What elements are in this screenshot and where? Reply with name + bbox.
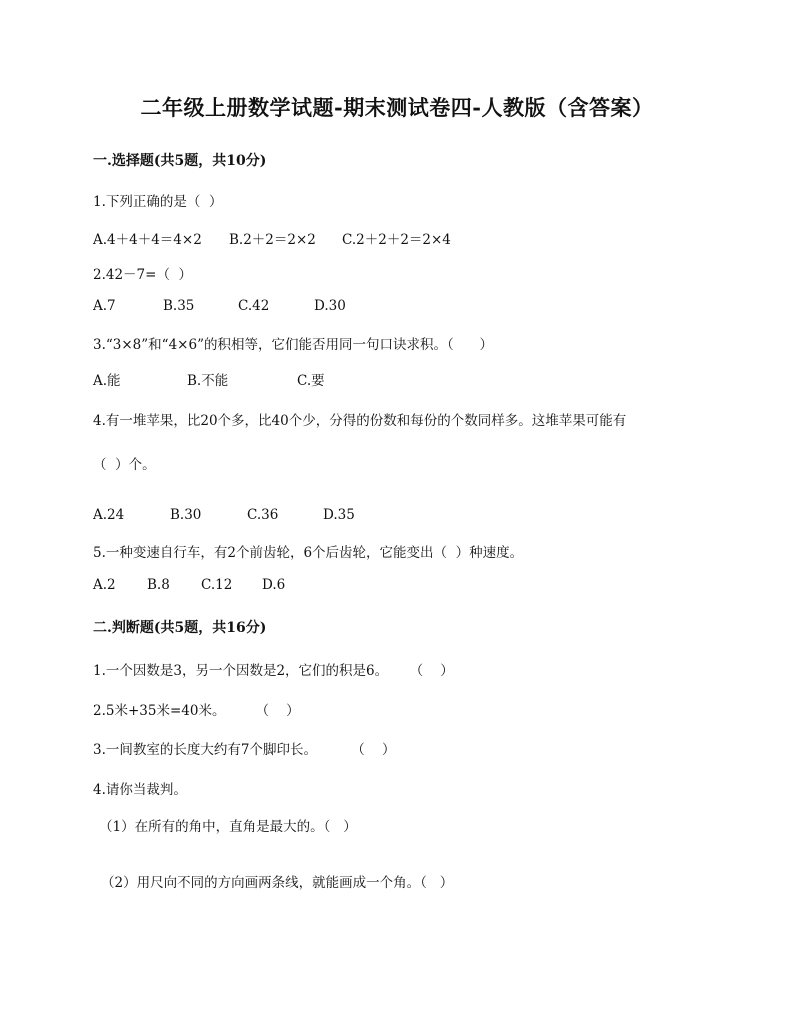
option-d: D.30 [314, 298, 346, 314]
question-2-stem: 2.42－7=（ ） [93, 267, 193, 283]
option-a: A.2 [93, 577, 116, 593]
option-c: C.要 [297, 373, 325, 389]
section-heading-choice: 一.选择题(共5题，共10分) [93, 153, 267, 169]
question-2-options [93, 298, 346, 314]
option-c: C.36 [247, 507, 279, 523]
option-a: A.7 [93, 298, 116, 314]
question-4-stem: 4.有一堆苹果，比20个多，比40个少，分得的份数和每份的个数同样多。这堆苹果可能有 [93, 413, 627, 429]
option-c: C.42 [238, 298, 270, 314]
option-b: B.不能 [187, 373, 229, 389]
judgement-question-4-sub-2: （2）用尺向不同的方向画两条线，就能画成一个角。（ ） [101, 875, 454, 891]
option-b: B.30 [170, 507, 202, 523]
question-1-stem: 1.下列正确的是（ ） [93, 194, 223, 210]
judgement-question-2: 2.5米+35米=40米。 （ ） [93, 703, 300, 719]
option-d: D.6 [262, 577, 286, 593]
question-1-options [93, 228, 451, 248]
option-c: C.12 [201, 577, 233, 593]
option-a: A.4＋4＋4＝4×2 [93, 232, 202, 248]
question-3-options [93, 369, 325, 389]
question-5-stem: 5.一种变速自行车，有2个前齿轮，6个后齿轮，它能变出（ ）种速度。 [93, 545, 524, 561]
document-title: 二年级上册数学试题-期末测试卷四-人教版（含答案） [140, 95, 654, 120]
option-b: B.35 [163, 298, 195, 314]
judgement-question-4-stem: 4.请你当裁判。 [93, 782, 187, 798]
question-3-stem: 3.“3×8”和“4×6”的积相等，它们能否用同一句口诀求积。（ ） [93, 337, 493, 353]
judgement-question-3: 3.一间教室的长度大约有7个脚印长。 （ ） [93, 742, 396, 758]
option-b: B.8 [147, 577, 170, 593]
judgement-question-4-sub-1: （1）在所有的角中，直角是最大的。（ ） [99, 819, 357, 835]
question-4-stem-continued: （ ）个。 [93, 457, 156, 473]
option-a: A.能 [93, 373, 121, 389]
question-5-options [93, 577, 285, 593]
option-b: B.2＋2＝2×2 [229, 232, 316, 248]
section-heading-judgement: 二.判断题(共5题，共16分) [93, 620, 267, 636]
judgement-question-1: 1.一个因数是3，另一个因数是2，它们的积是6。 （ ） [93, 663, 454, 679]
question-4-options [93, 507, 355, 523]
option-c: C.2＋2＋2＝2×4 [342, 232, 451, 248]
option-d: D.35 [323, 507, 355, 523]
option-a: A.24 [93, 507, 125, 523]
